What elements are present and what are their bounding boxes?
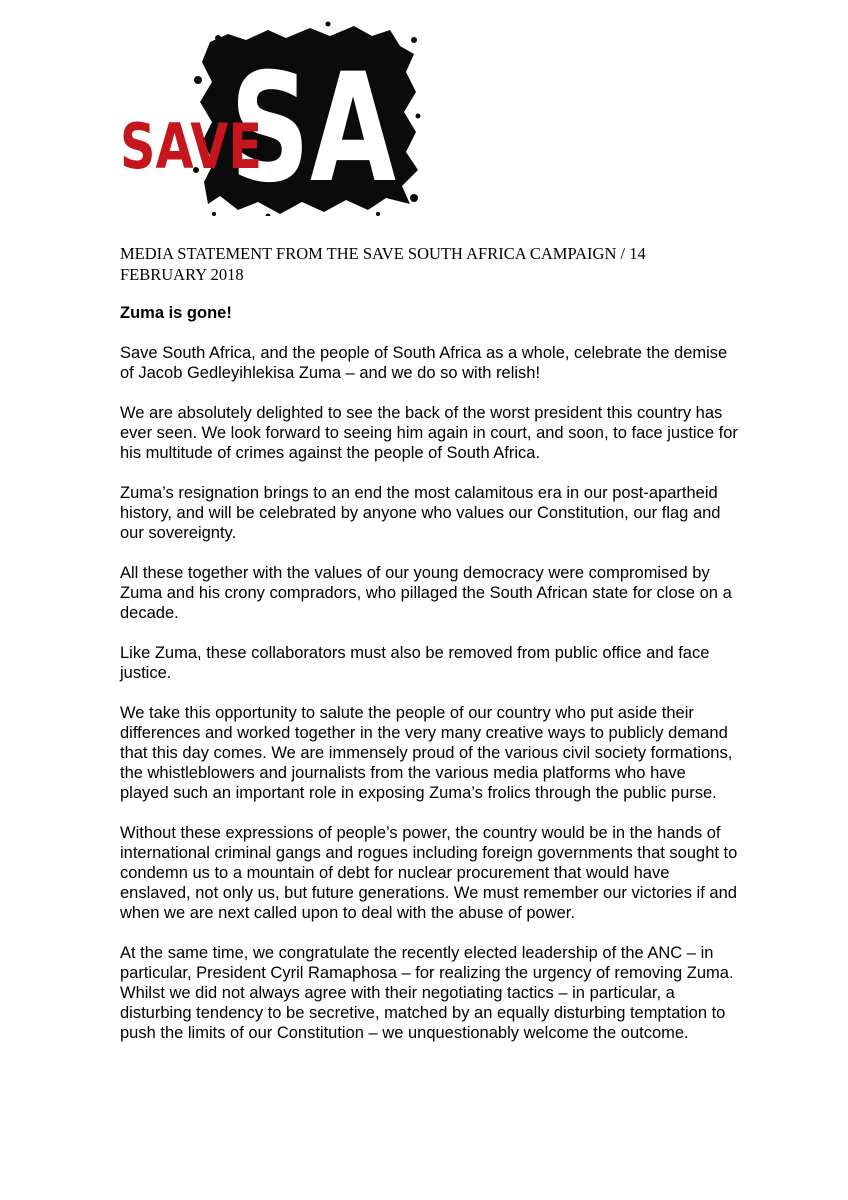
paragraph: At the same time, we congratulate the recently elected leadership of the ANC – in particular, President Cyril Ramaphosa – for realizing the urgency of removing Zuma. Whilst we did not always agree with their negotiating tactics – in particular, a disturbing tendency to be secretive, matched by an equally disturbing temptation to push the limits of our Constitution – we unquestionably welcome the outcome. [120, 944, 734, 1042]
paragraph: We take this opportunity to salute the people of our country who put aside their differences and worked together in the very many creative ways to publicly demand that this day comes. We are immensely proud of the various civil society formations, the whistleblowers and journalists from the various media platforms who have played such an important role in exposing Zuma’s frolics through the public purse. [120, 704, 733, 802]
paragraph: Save South Africa, and the people of South Africa as a whole, celebrate the demise of Jacob Gedleyihlekisa Zuma – and we do so with relish! [120, 344, 728, 382]
save-sa-logo-graphic [118, 20, 422, 216]
statement-headline: Zuma is gone! [120, 304, 232, 322]
paragraph: Without these expressions of people’s power, the country would be in the hands of international criminal gangs and rogues including foreign governments that sought to condemn us to a mountain of debt for nuclear procurement that would have enslaved, not only us, but future generations. We must remember our victories if and when we are next called upon to deal with the abuse of power. [120, 824, 738, 922]
paragraph: All these together with the values of our young democracy were compromised by Zuma and his crony compradors, who pillaged the South African state for close on a decade. [120, 564, 732, 622]
paragraph: We are absolutely delighted to see the back of the worst president this country has ever seen. We look forward to seeing him again in court, and soon, to face justice for his multitude of crimes against the people of South Africa. [120, 404, 738, 462]
paragraph: Like Zuma, these collaborators must also be removed from public office and face justice. [120, 644, 710, 682]
logo-save-word: SAVE [120, 110, 262, 183]
logo-sa-word: SA [230, 42, 396, 216]
save-sa-logo [118, 20, 422, 216]
media-statement-dateline: MEDIA STATEMENT FROM THE SAVE SOUTH AFRICA CAMPAIGN / 14 FEBRUARY 2018 [120, 244, 646, 284]
paragraph: Zuma’s resignation brings to an end the most calamitous era in our post-apartheid history, and will be celebrated by anyone who values our Constitution, our flag and our sovereignty. [120, 484, 721, 542]
statement-body [120, 303, 738, 1063]
